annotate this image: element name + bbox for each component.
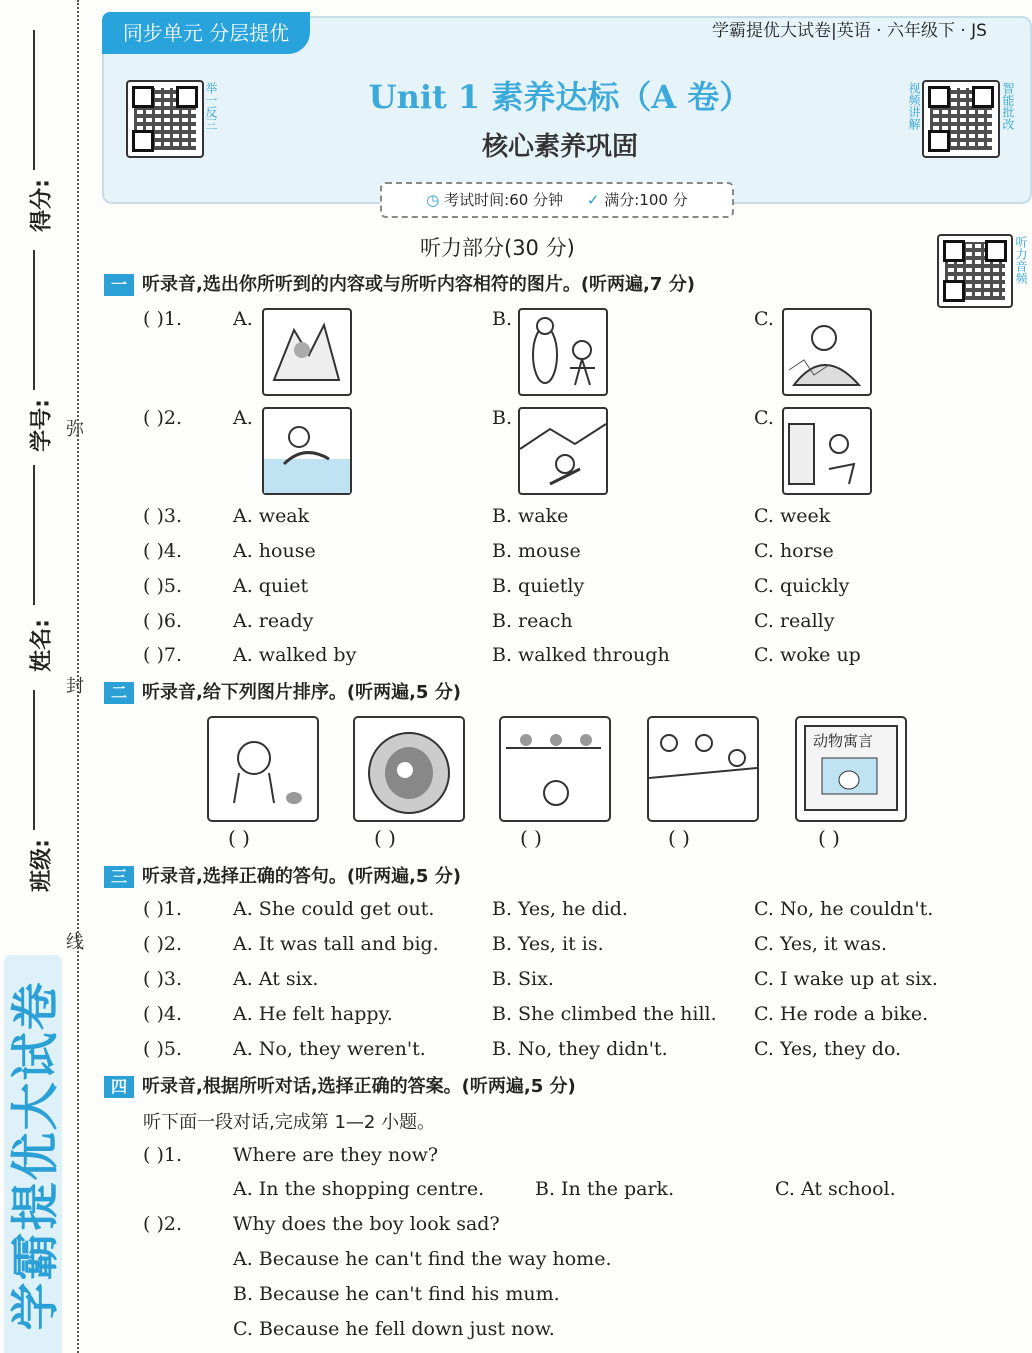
option-a: A. ready [233, 610, 314, 632]
sequence-picture-5[interactable] [795, 716, 907, 822]
option-a: A. Because he can't find the way home. [233, 1248, 612, 1270]
brand-banner [4, 955, 62, 1353]
option-c: C. quickly [754, 575, 850, 597]
qr-right-caption: 智能批改 [1001, 82, 1015, 130]
exam-info [380, 182, 734, 218]
clock-icon: ◷ [426, 191, 440, 209]
number-line [33, 250, 35, 390]
part1-heading [104, 270, 695, 296]
exam-time: 考试时间:60 分钟 [444, 191, 564, 209]
order-blank-3[interactable]: ( ) [520, 826, 542, 850]
question-number: ( )2. [143, 933, 182, 955]
question-number: ( )1. [143, 308, 182, 330]
option-c: C. No, he couldn't. [754, 898, 934, 920]
question-number: ( )4. [143, 540, 182, 562]
part1-number: 一 [104, 274, 134, 296]
option-c: C. At school. [775, 1178, 896, 1200]
option-a: A. She could get out. [233, 898, 435, 920]
option-b: B. Yes, it is. [492, 933, 604, 955]
option-label: A. [233, 407, 253, 429]
number-label: 学号: [29, 399, 55, 452]
option-b: B. walked through [492, 644, 670, 666]
question-text: Why does the boy look sad? [233, 1213, 500, 1235]
option-b: B. Six. [492, 968, 554, 990]
picture-2a[interactable] [262, 407, 352, 495]
series-label: 学霸提优大试卷|英语 · 六年级下 · JS [712, 21, 987, 41]
option-b: B. In the park. [535, 1178, 675, 1200]
part4-heading [104, 1072, 576, 1098]
picture-2b[interactable] [518, 407, 608, 495]
binding-margin [0, 0, 84, 1353]
question-text: Where are they now? [233, 1144, 439, 1166]
question-number: ( )1. [143, 1144, 182, 1166]
page-subtitle: 核心素养巩固 [481, 132, 638, 162]
part3-heading [104, 862, 461, 888]
option-a: A. weak [233, 505, 310, 527]
question-number: ( )3. [143, 505, 182, 527]
full-score: 满分:100 分 [604, 191, 688, 209]
option-c: C. Because he fell down just now. [233, 1318, 555, 1340]
qr-code-left[interactable] [126, 80, 204, 158]
part1-title: 听录音,选出你所听到的内容或与所听内容相符的图片。(听两遍,7 分) [142, 274, 695, 295]
option-label: C. [754, 308, 774, 330]
option-label: A. [233, 308, 253, 330]
option-b: B. reach [492, 610, 573, 632]
class-line [33, 690, 35, 830]
option-c: C. I wake up at six. [754, 968, 938, 990]
seal-char-1: 弥 [66, 419, 84, 440]
book-title: 动物寓言 [813, 732, 874, 750]
score-line [33, 30, 35, 170]
sequence-picture-1[interactable] [207, 716, 319, 822]
option-a: A. He felt happy. [233, 1003, 393, 1025]
part3-title: 听录音,选择正确的答句。(听两遍,5 分) [142, 866, 461, 887]
part4-number: 四 [104, 1076, 134, 1098]
name-line [33, 465, 35, 605]
option-c: C. week [754, 505, 831, 527]
option-b: B. Because he can't find his mum. [233, 1283, 560, 1305]
class-label: 班级: [29, 839, 55, 892]
order-blank-5[interactable]: ( ) [818, 826, 840, 850]
part2-heading [104, 678, 461, 704]
qr-right-caption-2: 视频讲解 [907, 82, 921, 130]
qr-left-caption: 举一反三 [204, 82, 218, 130]
option-b: B. No, they didn't. [492, 1038, 668, 1060]
sequence-picture-4[interactable] [647, 716, 759, 822]
qr-listen-caption: 听力音频 [1014, 236, 1028, 284]
picture-1b[interactable] [518, 308, 608, 396]
option-a: A. It was tall and big. [233, 933, 439, 955]
order-blank-2[interactable]: ( ) [374, 826, 396, 850]
sequence-picture-2[interactable] [353, 716, 465, 822]
part2-title: 听录音,给下列图片排序。(听两遍,5 分) [142, 682, 461, 703]
question-number: ( )2. [143, 407, 182, 429]
brand-text: 学霸提优大试卷 [7, 980, 64, 1331]
option-label: B. [492, 308, 513, 330]
page-title: Unit 1 素养达标（A 卷） [368, 78, 752, 116]
part2-number: 二 [104, 682, 134, 704]
score-label: 得分: [29, 179, 55, 232]
option-a: A. At six. [233, 968, 319, 990]
option-b: B. wake [492, 505, 569, 527]
qr-code-right[interactable] [922, 80, 1000, 158]
question-number: ( )1. [143, 898, 182, 920]
question-number: ( )7. [143, 644, 182, 666]
seal-char-2: 封 [66, 676, 84, 697]
question-number: ( )2. [143, 1213, 182, 1235]
question-number: ( )5. [143, 575, 182, 597]
question-number: ( )5. [143, 1038, 182, 1060]
option-c: C. Yes, they do. [754, 1038, 902, 1060]
check-icon: ✓ [586, 191, 600, 209]
option-a: A. No, they weren't. [233, 1038, 426, 1060]
cut-line [77, 0, 79, 1353]
series-tag: 同步单元 分层提优 [102, 12, 310, 54]
part4-intro: 听下面一段对话,完成第 1—2 小题。 [143, 1112, 436, 1133]
name-label: 姓名: [29, 619, 55, 672]
option-b: B. quietly [492, 575, 585, 597]
option-label: C. [754, 407, 774, 429]
part3-number: 三 [104, 866, 134, 888]
picture-1a[interactable] [262, 308, 352, 396]
option-c: C. really [754, 610, 835, 632]
option-c: C. woke up [754, 644, 861, 666]
qr-code-listening[interactable] [937, 234, 1013, 308]
option-label: B. [492, 407, 513, 429]
section-title: 听力部分(30 分) [420, 236, 575, 260]
option-a: A. quiet [233, 575, 309, 597]
option-a: A. walked by [233, 644, 357, 666]
question-number: ( )4. [143, 1003, 182, 1025]
part4-title: 听录音,根据所听对话,选择正确的答案。(听两遍,5 分) [142, 1076, 576, 1097]
order-blank-4[interactable]: ( ) [668, 826, 690, 850]
option-a: A. In the shopping centre. [233, 1178, 485, 1200]
option-a: A. house [233, 540, 316, 562]
option-c: C. Yes, it was. [754, 933, 888, 955]
sequence-picture-3[interactable] [499, 716, 611, 822]
order-blank-1[interactable]: ( ) [228, 826, 250, 850]
picture-1c[interactable] [782, 308, 872, 396]
option-c: C. horse [754, 540, 834, 562]
picture-2c[interactable] [782, 407, 872, 495]
option-b: B. She climbed the hill. [492, 1003, 717, 1025]
option-c: C. He rode a bike. [754, 1003, 929, 1025]
option-b: B. mouse [492, 540, 581, 562]
question-number: ( )6. [143, 610, 182, 632]
question-number: ( )3. [143, 968, 182, 990]
seal-char-3: 线 [66, 932, 84, 953]
option-b: B. Yes, he did. [492, 898, 628, 920]
